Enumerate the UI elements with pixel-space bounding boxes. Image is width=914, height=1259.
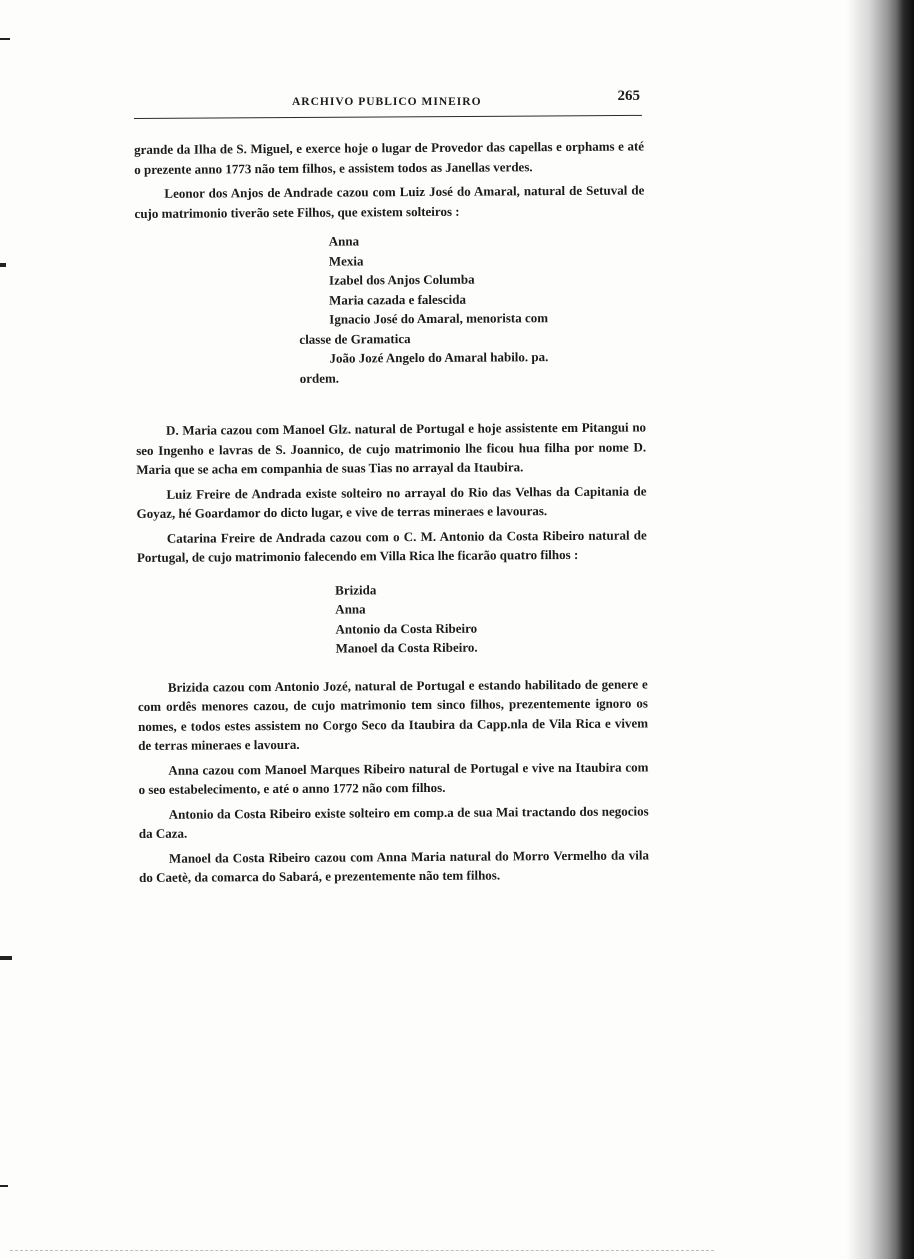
paragraph: Catarina Freire de Andrada cazou com o C. M. Antonio da Costa Ribeiro natural de Portugal, de cujo matrimonio falecendo em Villa Rica lhe ficarão quatro filhos :	[136, 526, 647, 565]
list-item-continuation: ordem.	[299, 370, 340, 386]
page-header	[132, 86, 642, 114]
list-item: Mexia	[328, 252, 364, 269]
running-head: ARCHIVO PUBLICO MINEIRO	[292, 96, 482, 108]
list-item: João Jozé Angelo do Amaral habilo. pa.	[329, 349, 549, 366]
margin-mark	[0, 956, 12, 960]
paragraph: D. Maria cazou com Manoel Glz. natural de Portugal e hoje assistente em Pitangui no seo Ingenho e lavras de S. Joannico, de cujo matrimonio lhe ficou hua filha por nome D. Maria que se acha em companhia de suas Tias no arrayal da Itaubira.	[136, 419, 647, 477]
bottom-edge-artifact	[10, 1250, 714, 1253]
margin-mark	[0, 263, 6, 267]
list-item: Antonio da Costa Ribeiro	[335, 620, 478, 637]
list-item: Anna	[328, 233, 360, 249]
list-item: Maria cazada e falescida	[329, 291, 466, 308]
paragraph: Luiz Freire de Andrada existe solteiro no arrayal do Rio das Velhas da Capitania de Goyaz, hé Goardamor do dicto lugar, e vive de terras mineraes e lavouras.	[136, 482, 647, 521]
paragraph: grande da Ilha de S. Miguel, e exerce hoje o lugar de Provedor das capellas e orphams e até o prezente anno 1773 não tem filhos, e assistem todos as Janellas verdes.	[134, 138, 645, 177]
paragraph: Manoel da Costa Ribeiro cazou com Anna Maria natural do Morro Vermelho da vila do Caetè, da comarca do Sabará, e prezentemente não tem filhos.	[139, 846, 650, 885]
paragraph: Leonor dos Anjos de Andrade cazou com Luiz José do Amaral, natural de Setuval de cujo matrimonio tiverão sete Filhos, que existem solteiros :	[134, 182, 645, 221]
list-item: Izabel dos Anjos Columba	[328, 271, 475, 288]
paragraph: Anna cazou com Manoel Marques Ribeiro natural de Portugal e vive na Itaubira com o seo estabelecimento, e até o anno 1772 não com filhos.	[138, 758, 649, 797]
children-list	[335, 578, 648, 658]
page-number: 265	[617, 88, 640, 104]
paragraph: Brizida cazou com Antonio Jozé, natural de Portugal e estando habilitado de genere e com ordês menores cazou, de cujo matrimonio tem sinco filhos, prezentemente ignoro os nomes, e todos estes assistem no Corgo Seco da Itaubira da Capp.nla de Vila Rica e vivem de terras mineraes e lavoura.	[137, 675, 649, 753]
paragraph: Antonio da Costa Ribeiro existe solteiro em comp.a de sua Mai tractando dos negocios da Caza.	[138, 802, 649, 841]
page-body	[134, 136, 649, 892]
list-item	[299, 327, 645, 349]
header-rule	[134, 115, 642, 119]
list-item: Anna	[335, 601, 366, 617]
list-item: Ignacio José do Amaral, menorista com	[329, 310, 549, 327]
margin-mark	[0, 1185, 8, 1187]
list-item	[299, 366, 646, 388]
list-item-continuation: classe de Gramatica	[299, 330, 411, 347]
book-gutter-shadow	[764, 0, 914, 1259]
list-item: Brizida	[335, 581, 377, 598]
margin-mark	[0, 38, 10, 40]
children-list	[299, 229, 646, 387]
list-item: Manoel da Costa Ribeiro.	[335, 639, 478, 656]
